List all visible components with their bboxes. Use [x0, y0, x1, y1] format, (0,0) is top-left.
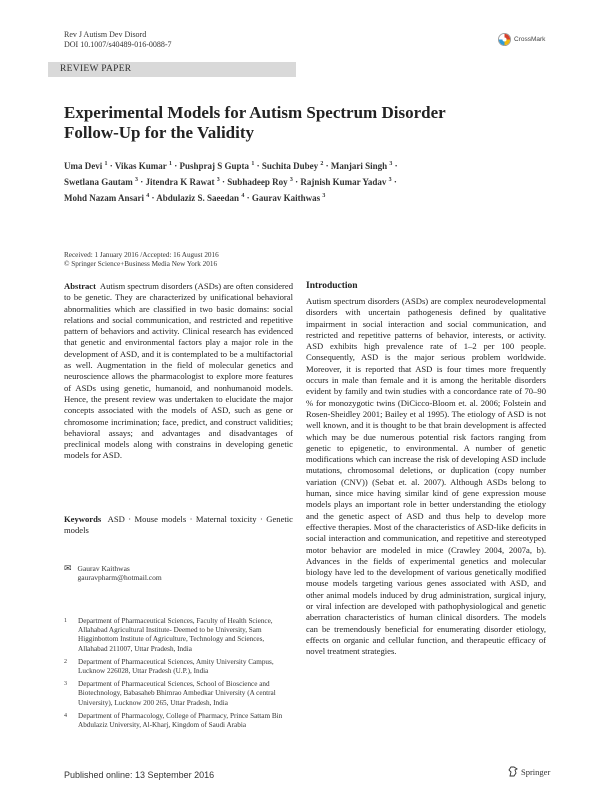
author[interactable] — [115, 161, 172, 171]
received-accepted: Received: 1 January 2016 /Accepted: 16 August 2016 — [64, 251, 219, 259]
author[interactable] — [146, 177, 220, 187]
author[interactable] — [64, 161, 108, 171]
author-name: Swetlana Gautam — [64, 177, 133, 187]
affiliation-number: 2 — [64, 658, 67, 665]
publisher-logo — [508, 766, 550, 777]
affiliation — [64, 658, 293, 676]
abstract-text: Autism spectrum disorders (ASDs) are often considered to be genetic. They are characterized by unificational behavioral abnormalities which are classified in two basic domains: social relations and social communication, and restricted and repetitive pattern of behaviors and activity. Clinical research has evidenced that genetic and environmental factors play a major role in the development of ASD, and it is contemplated to be a multifactorial as well. Augmentation in the field of molecular genetics and neuroscience allows the pharmacologist to explore more features of ASDs using genetic, humanoid, and nonhumanoid models. Hence, the present review was undertaken to elucidate the major concepts associated with the models of ASD, such as gene or chromosome incrimination; face, predict, and construct validities; behavioral assays; and advantages and disadvantages of preclinical models along with constrains in developing genetic models for ASD. — [64, 281, 293, 461]
author-affiliation-number: 3 — [216, 177, 220, 183]
introduction-heading: Introduction — [306, 281, 358, 291]
author-name: Suchita Dubey — [261, 161, 319, 171]
author-name: Gaurav Kaithwas — [251, 193, 321, 203]
affiliation — [64, 712, 293, 730]
author-affiliation-number: 3 — [322, 193, 326, 199]
corresponding-author: Gaurav Kaithwas — [77, 564, 130, 573]
author[interactable] — [262, 161, 324, 171]
author-name: Vikas Kumar — [114, 161, 167, 171]
springer-horse-icon — [508, 766, 518, 777]
affiliation — [64, 680, 293, 708]
author-name: Jitendra K Rawat — [145, 177, 215, 187]
journal-header — [64, 30, 172, 50]
affiliation — [64, 617, 293, 654]
doi[interactable]: DOI 10.1007/s40489-016-0088-7 — [64, 40, 172, 49]
correspondence — [64, 564, 293, 583]
author-affiliation-number: 4 — [241, 193, 245, 199]
crossmark-label: CrossMark — [514, 36, 546, 43]
introduction-text: Autism spectrum disorders (ASDs) are complex neurodevelopmental disorders with uncertain pathogenesis defined by qualitative impairment in social interaction and social communication, and restricted and repetitive patterns of behavior, interests, or activity. ASD exhibits high prevalence rate of 1–2 per 100 people. Consequently, ASD is the major serious problem worldwide. Moreover, it is reported that ASD is four times more frequently occurs in male than female and it is among the heritable disorders evident by family and twin studies with a concordance rate of 70–90 % for monozygotic twins (DiCicco-Bloom et. al. 2006; Folstein and Rosen-Sheidley 2001; Bailey et al 1995). The etiology of ASD is not well known, and it is thought to be that brain development is affected which may be due numerous potential risk factors ranging from genetic to epigenetic, to environmental. A number of genetic modifications which can increase the risk of developing ASD include mutations, chromosomal deletions, or duplication (copy number variation (CNV)) (Sebat et. al. 2007). Although ASDs belong to human, since mice having similar kind of gene expression mouse models plays an important role in better understanding the etiology and the genetic aspect of ASD and thus help to develop more effective therapies. Most of the characteristics of ASD-like deficits in social interaction and communication, and repetitive and stereotyped motor behavior are modeled in mice (Crawley 2004, 2007a, b). Advances in the fields of experimental genetics and molecular biology have led to the development of various genetically modified mouse models targeting various genes associated with ASD, and other animal models induced by drug administration, surgical injury, or viral infection are developed with pathophysiological and genetic aberration characteristics of human clinical disorders. The models can be tremendously beneficial for enumerating disorder etiology, effects on organic and cellular function, and therapeutic efficacy of novel treatment strategies. — [306, 296, 546, 657]
published-online: Published online: 13 September 2016 — [64, 770, 215, 780]
author-affiliation-number: 4 — [146, 193, 150, 199]
crossmark-icon — [498, 33, 511, 46]
author-name: Uma Devi — [64, 161, 103, 171]
affiliation-text: Department of Pharmaceutical Sciences, Amity University Campus, Lucknow 226028, Uttar Pradesh (U.P.), India — [78, 657, 274, 676]
affiliation-number: 3 — [64, 681, 67, 688]
journal-name: Rev J Autism Dev Disord — [64, 30, 147, 39]
author-affiliation-number: 1 — [251, 161, 255, 167]
author-name: Rajnish Kumar Yadav — [300, 177, 387, 187]
author-name: Subhadeep Roy — [227, 177, 288, 187]
author-affiliation-number: 3 — [135, 177, 139, 183]
title-line-2: Follow-Up for the Validity — [64, 123, 255, 142]
envelope-icon: ✉ — [64, 563, 72, 573]
abstract-label: Abstract — [64, 281, 96, 291]
author-affiliation-number: 3 — [389, 161, 393, 167]
corresponding-email[interactable]: gauravpharm@hotmail.com — [77, 573, 162, 583]
copyright: © Springer Science+Business Media New York 2016 — [64, 260, 218, 268]
author-name: Mohd Nazam Ansari — [64, 193, 145, 203]
author[interactable] — [227, 177, 293, 187]
author-affiliation-number: 2 — [320, 161, 324, 167]
article-type: REVIEW PAPER — [60, 64, 132, 74]
article-type-banner — [48, 62, 296, 77]
publisher-name: Springer — [521, 766, 551, 777]
author-affiliation-number: 3 — [388, 177, 392, 183]
author[interactable] — [156, 193, 244, 203]
author[interactable] — [64, 177, 138, 187]
author[interactable] — [252, 193, 326, 203]
affiliation-number: 4 — [64, 712, 67, 719]
author-affiliation-number: 1 — [104, 161, 108, 167]
affiliation-text: Department of Pharmaceutical Sciences, School of Bioscience and Biotechnology, Babasaheb Bhimrao Ambedkar University (A central University), Lucknow 200 265, Uttar Pradesh, India — [78, 680, 276, 707]
author-name: Pushpraj S Gupta — [179, 161, 250, 171]
author[interactable] — [64, 193, 149, 203]
affiliation-text: Department of Pharmacology, College of Pharmacy, Prince Sattam Bin Abdulaziz University, Al-Kharj, Kingdom of Saudi Arabia — [78, 711, 283, 730]
title-line-1: Experimental Models for Autism Spectrum Disorder — [64, 103, 446, 122]
author-name: Abdulaziz S. Saeedan — [156, 193, 240, 203]
author-affiliation-number: 1 — [169, 161, 173, 167]
author[interactable] — [300, 177, 391, 187]
affiliation-text: Department of Pharmaceutical Sciences, Faculty of Health Science, Allahabad Agricultural Institute- Deemed to be University, Sam Higginbottom Institute of Agriculture, Technology and Sciences, Allahabad 211007, Uttar Pradesh, India — [78, 617, 273, 653]
author[interactable] — [331, 161, 393, 171]
crossmark-badge[interactable] — [498, 33, 545, 46]
author-affiliation-number: 3 — [289, 177, 293, 183]
article-dates — [64, 251, 219, 269]
author[interactable] — [180, 161, 255, 171]
affiliations — [64, 617, 293, 734]
abstract — [64, 281, 293, 462]
article-title — [64, 103, 524, 143]
affiliation-number: 1 — [64, 618, 67, 624]
author-list: Uma Devi $^1$ · Vikas Kumar $^1$ · Pushpraj S Gupta $^1$ · Suchita Dubey $^2$ · Manjari Singh $^3$ · Swetlana Gautam $^3$ · Jitendra K Rawat $^3$ · Subhadeep Roy $^3$ · Rajnish Kumar Yadav $^3$ · Mohd Nazam Ansari $^4$ · Abdulaziz S. Saeedan $^4$ · Gaurav Kaithwas $^3$ — [64, 161, 398, 203]
author-name: Manjari Singh — [330, 161, 388, 171]
keywords — [64, 514, 293, 537]
keywords-label: Keywords — [64, 514, 102, 524]
keywords-text: ASD · Mouse models · Maternal toxicity · Genetic models — [64, 514, 293, 536]
